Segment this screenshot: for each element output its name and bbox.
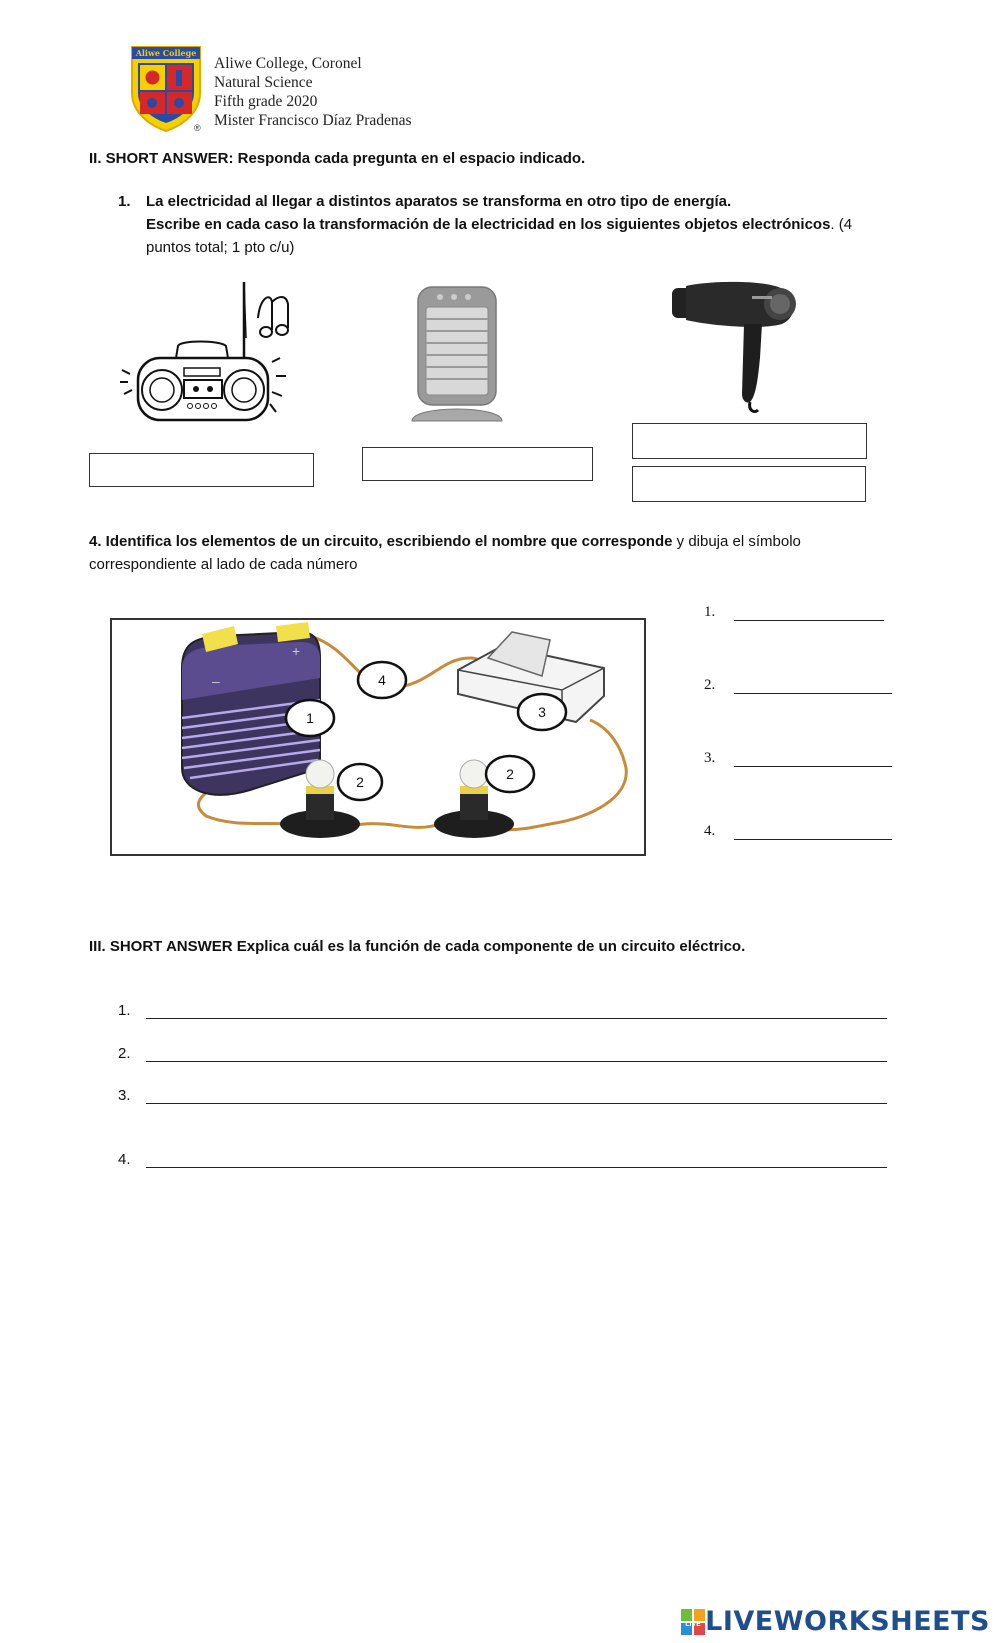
q4-blank-2[interactable] <box>734 693 892 694</box>
callout-4: 4 <box>378 672 386 688</box>
liveworksheets-badge-icon <box>681 1609 705 1635</box>
q4-bold: 4. Identifica los elementos de un circuito, escribiendo el nombre que corresponde <box>89 533 673 550</box>
q1-line2-rest: . (4 <box>830 216 853 233</box>
battery-positive-sign: + <box>292 643 301 659</box>
s3-item-3-number: 3. <box>118 1087 131 1104</box>
q4-rest1: y dibuja el símbolo <box>672 533 801 550</box>
q4-rest2: correspondiente al lado de cada número <box>89 556 358 573</box>
radio-answer-box[interactable] <box>89 453 314 487</box>
school-name: Aliwe College, Coronel <box>214 55 362 72</box>
dryer-answer-box-2[interactable] <box>632 466 866 502</box>
s3-item-1-number: 1. <box>118 1002 131 1019</box>
dryer-answer-box-1[interactable] <box>632 423 867 459</box>
callout-1: 1 <box>306 710 314 726</box>
s3-answer-line-3[interactable] <box>146 1103 887 1104</box>
battery-negative-sign: – <box>212 673 220 689</box>
q4-label-1: 1. <box>704 604 716 620</box>
q1-line2: Escribe en cada caso la transformación de la electricidad en los siguientes objetos electrónicos <box>146 216 831 233</box>
teacher: Mister Francisco Díaz Pradenas <box>214 112 412 129</box>
q1-line1: La electricidad al llegar a distintos aparatos se transforma en otro tipo de energía. <box>146 193 732 210</box>
heater-answer-box[interactable] <box>362 447 593 481</box>
callout-2a: 2 <box>356 774 364 790</box>
s3-answer-line-1[interactable] <box>146 1018 887 1019</box>
callout-2b: 2 <box>506 766 514 782</box>
liveworksheets-logo <box>681 1606 990 1637</box>
callout-3: 3 <box>538 704 546 720</box>
s3-answer-line-4[interactable] <box>146 1167 887 1168</box>
q4-label-4: 4. <box>704 823 716 839</box>
logo-text: LIVEWORKSHEETS <box>705 1606 990 1637</box>
crest-mark: ® <box>194 123 201 133</box>
radio-illustration <box>120 278 290 428</box>
s3-item-2-number: 2. <box>118 1045 131 1062</box>
q1-text <box>146 190 866 259</box>
q1-number: 1. <box>118 193 131 210</box>
q4-text <box>89 530 909 576</box>
circuit-diagram <box>110 618 646 856</box>
subject: Natural Science <box>214 74 313 91</box>
crest-text: Aliwe College <box>135 48 197 58</box>
school-crest-logo <box>128 45 204 133</box>
q4-blank-1[interactable] <box>734 620 884 621</box>
q4-blank-3[interactable] <box>734 766 892 767</box>
school-info <box>214 54 412 130</box>
q1-line3: puntos total; 1 pto c/u) <box>146 239 295 256</box>
s3-answer-line-2[interactable] <box>146 1061 887 1062</box>
q4-label-3: 3. <box>704 750 716 766</box>
section3-heading: III. SHORT ANSWER Explica cuál es la función de cada componente de un circuito eléctrico. <box>89 938 746 955</box>
heater-illustration <box>408 285 508 427</box>
grade: Fifth grade 2020 <box>214 93 318 110</box>
q4-label-2: 2. <box>704 677 716 693</box>
s3-item-4-number: 4. <box>118 1151 131 1168</box>
hair-dryer-illustration <box>672 278 802 416</box>
section2-heading: II. SHORT ANSWER: Responda cada pregunta en el espacio indicado. <box>89 150 586 167</box>
q4-blank-4[interactable] <box>734 839 892 840</box>
logo-badge-text: LIVE <box>685 1620 701 1628</box>
